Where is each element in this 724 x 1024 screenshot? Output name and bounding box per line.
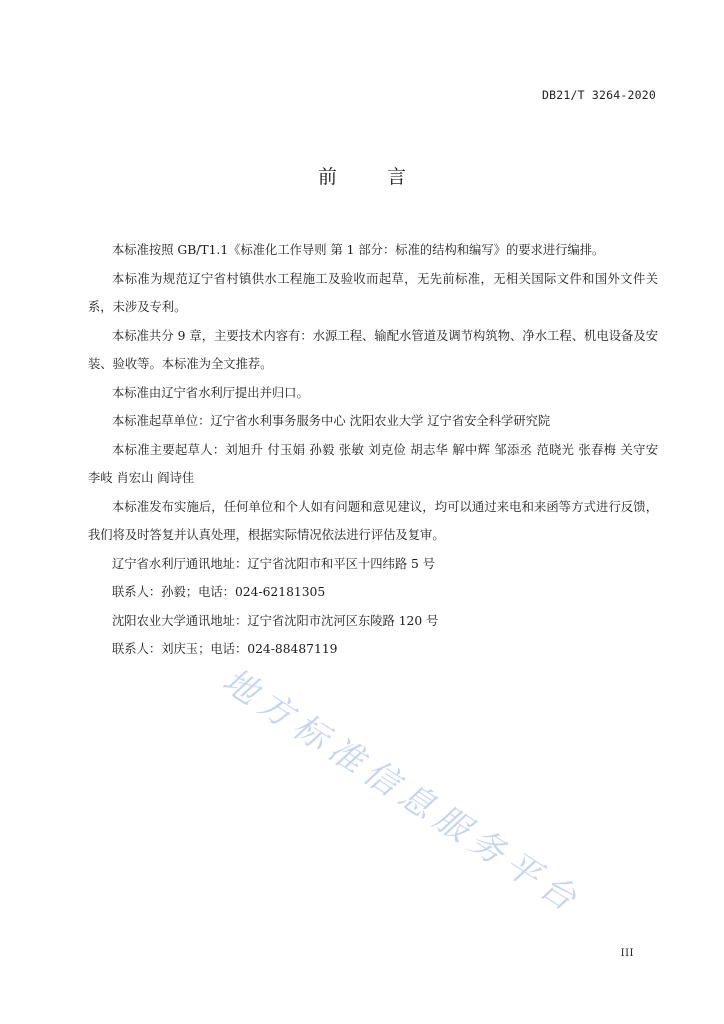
foreword-body [88,236,658,664]
paragraph-contents: 本标准共分 9 章，主要技术内容有：水源工程、输配水管道及调节构筑物、净水工程、机电设备及安装、验收等。本标准为全文推荐。 [88,328,658,371]
paragraph-proposer: 本标准由辽宁省水利厅提出并归口。 [112,385,309,400]
contact-person-2: 联系人：刘庆玉；电话：024-88487119 [112,642,338,656]
standard-code: DB21/T 3264-2020 [542,88,656,102]
paragraph-drafting-units: 本标准起草单位：辽宁省水利事务服务中心 沈阳农业大学 辽宁省安全科学研究院 [112,414,551,428]
contact-address-1: 辽宁省水利厅通讯地址：辽宁省沈阳市和平区十四纬路 5 号 [112,556,436,571]
paragraph-drafters: 本标准主要起草人：刘旭升 付玉娟 孙毅 张敏 刘克俭 胡志华 解中辉 邹添丞 范晓光 张春梅 关守安 李岐 肖宏山 阎诗佳 [88,442,658,485]
watermark: 地方标准信息服务平台 [215,660,590,923]
page-number: III [620,948,634,959]
paragraph-feedback: 本标准发布实施后，任何单位和个人如有问题和意见建议，均可以通过来电和来函等方式进行反馈，我们将及时答复并认真处理，根据实际情况依法进行评估及复审。 [88,499,658,542]
paragraph-structure-rule: 本标准按照 GB/T1.1《标准化工作导则 第 1 部分：标准的结构和编写》的要求进行编排。 [112,243,605,257]
contact-person-1: 联系人：孙毅；电话：024-62181305 [112,585,326,599]
page-title: 前 言 [317,166,429,188]
contact-address-2: 沈阳农业大学通讯地址：辽宁省沈阳市沈河区东陵路 120 号 [112,613,439,628]
paragraph-purpose: 本标准为规范辽宁省村镇供水工程施工及验收而起草，无先前标准，无相关国际文件和国外文件关系，未涉及专利。 [88,271,658,314]
